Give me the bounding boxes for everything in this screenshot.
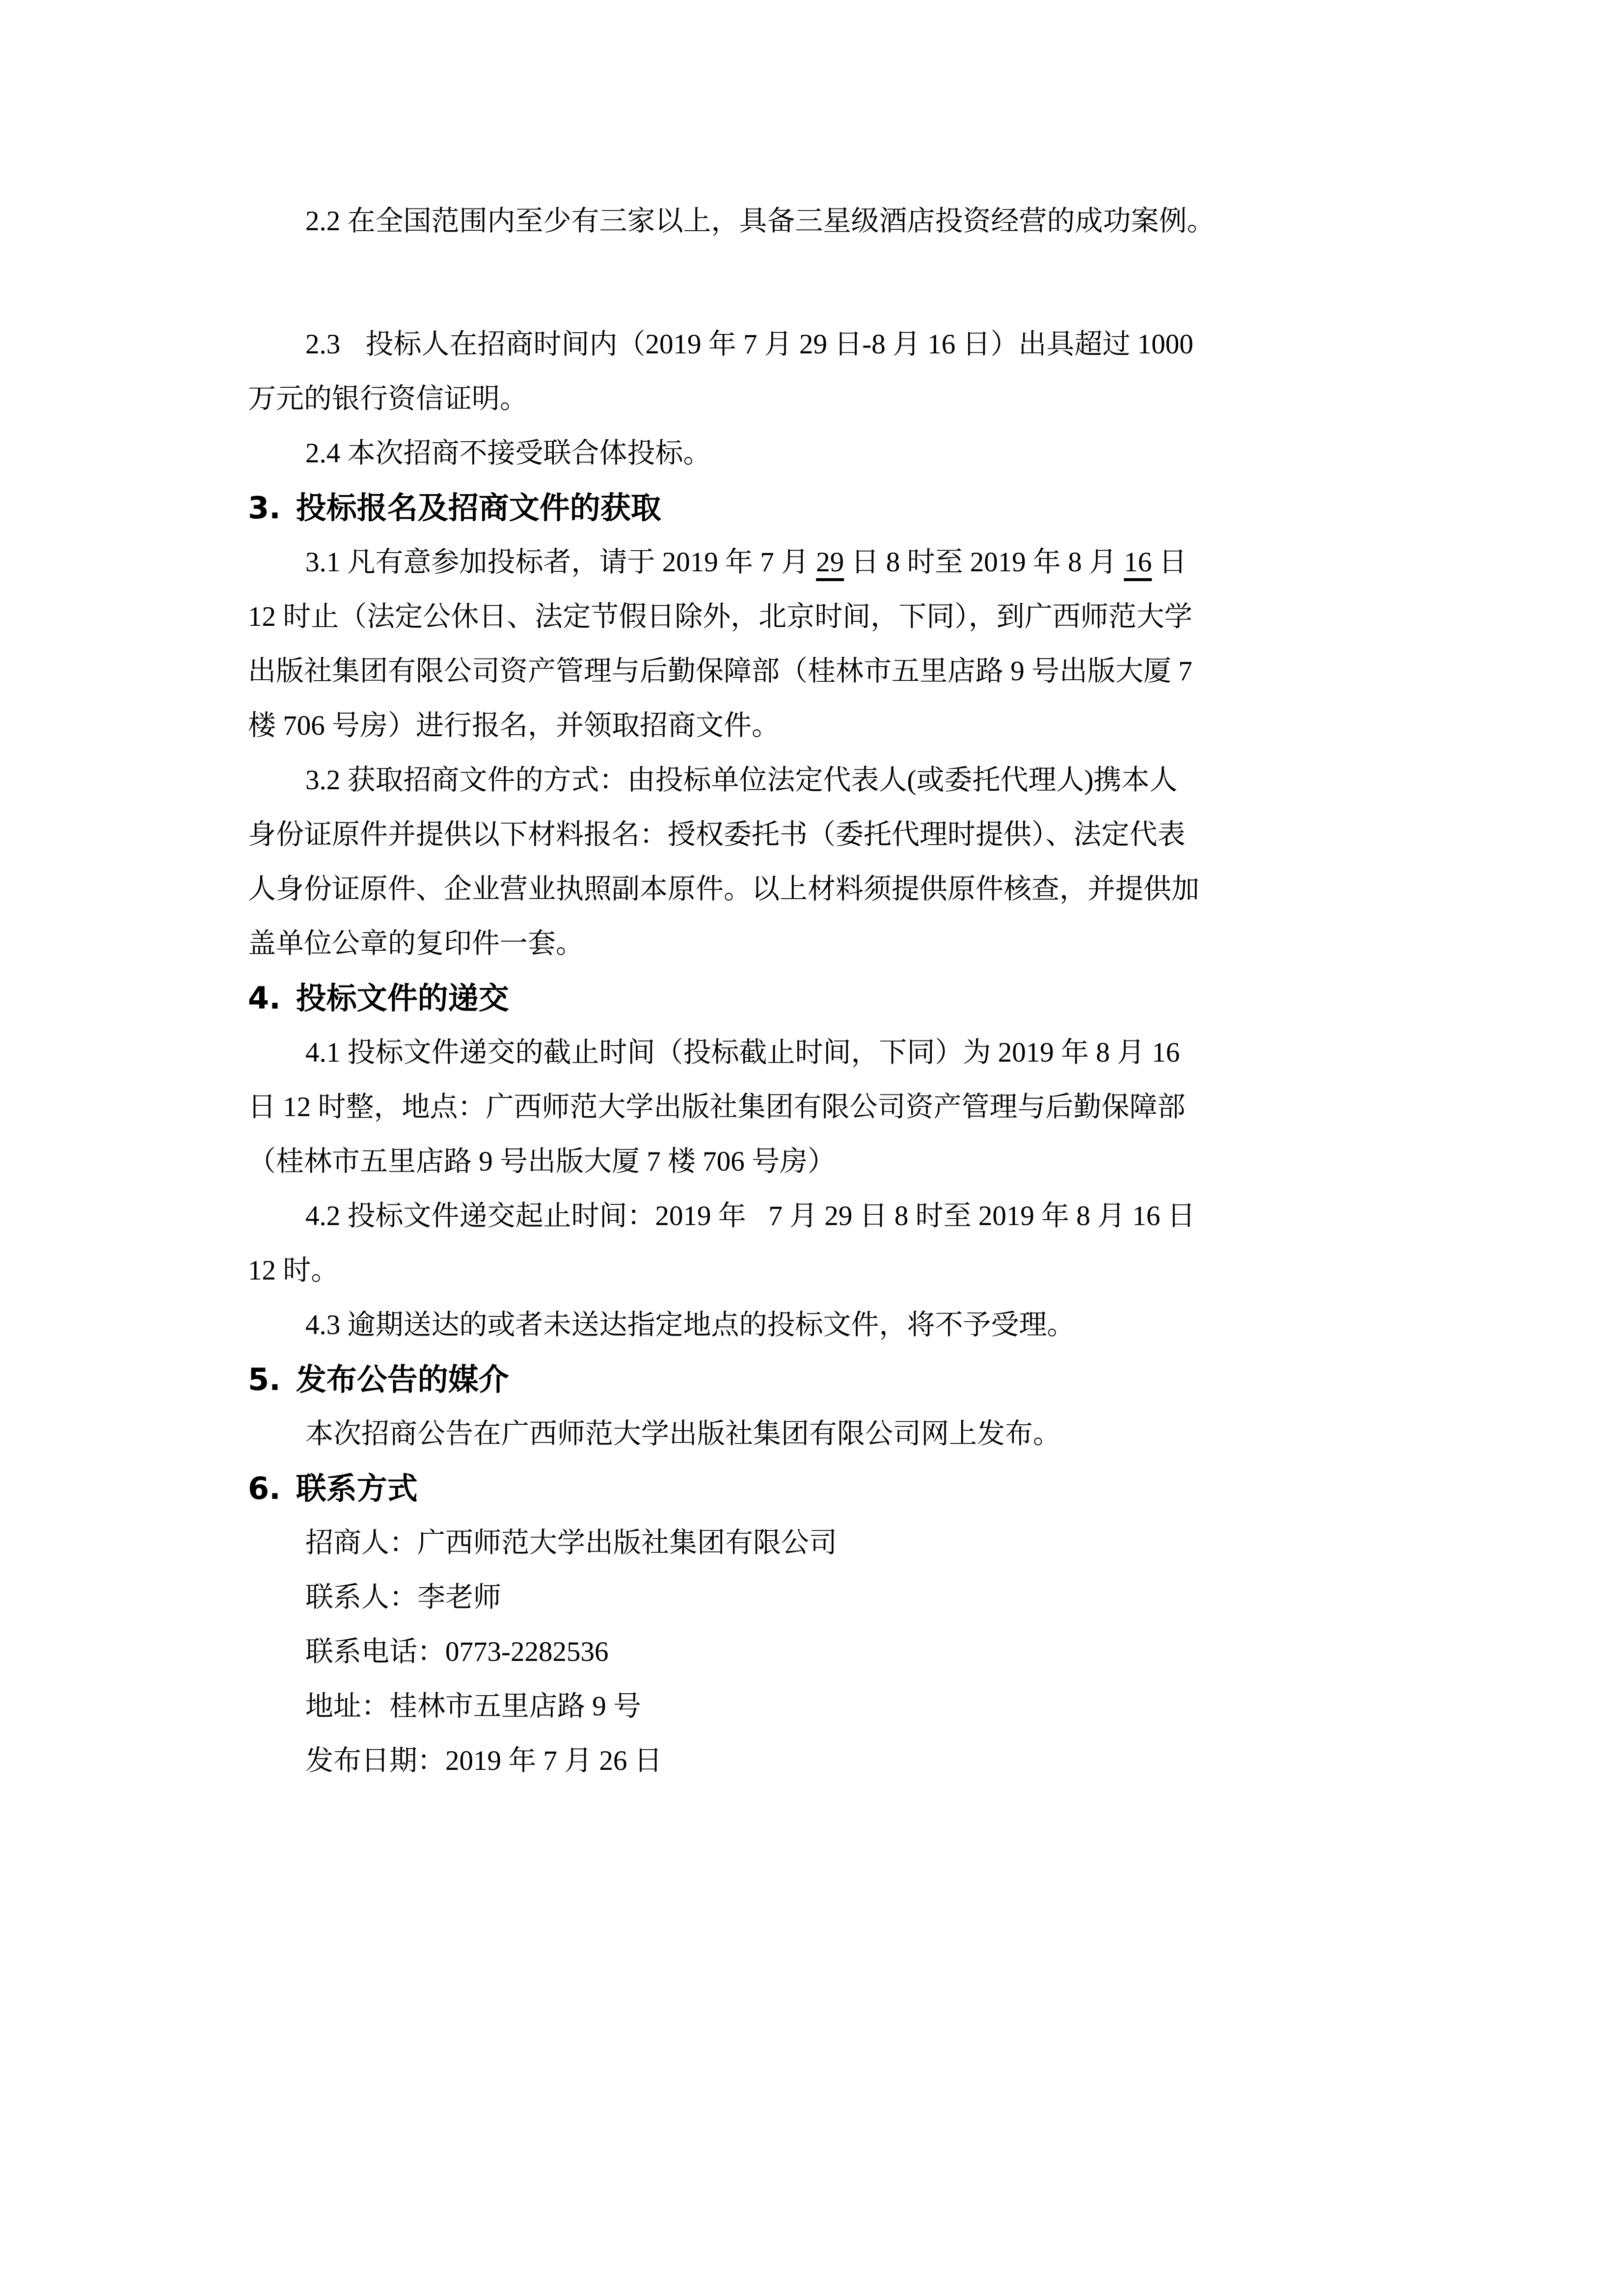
text-run: 投标人在招商时间内（2019 年 7 月 29 日-8 月 16 日）出具超过 1000 <box>365 329 1193 360</box>
text-run: 身份证原件并提供以下材料报名：授权委托书（委托代理时提供）、法定代表 <box>248 819 1186 850</box>
text-run: 发布日期：2019 年 7 月 26 日 <box>305 1745 662 1776</box>
text-run: 万元的银行资信证明。 <box>248 383 528 414</box>
text-line <box>248 644 1393 698</box>
text-run: 招商人：广西师范大学出版社集团有限公司 <box>305 1527 837 1558</box>
text-line <box>248 753 1393 807</box>
underlined-date: 16 <box>1124 547 1152 578</box>
text-run: 6. <box>248 1470 281 1506</box>
text-run: 12 时。 <box>248 1255 339 1286</box>
text-run: 4. <box>248 980 281 1016</box>
text-run: 联系方式 <box>296 1470 418 1506</box>
text-line <box>248 698 1393 753</box>
text-line <box>248 1734 1393 1788</box>
text-run: 投标文件的递交 <box>296 980 509 1016</box>
text-run: 4.2 投标文件递交起止时间：2019 年 <box>305 1201 746 1231</box>
text-line <box>248 862 1393 916</box>
text-run: 7 月 29 日 8 时至 2019 年 8 月 16 日 <box>768 1201 1195 1231</box>
text-run: 出版社集团有限公司资产管理与后勤保障部（桂林市五里店路 9 号出版大厦 7 <box>248 656 1192 687</box>
text-run: 日 8 时至 2019 年 8 月 <box>844 547 1124 578</box>
underlined-date: 29 <box>816 547 844 578</box>
text-run: （桂林市五里店路 9 号出版大厦 7 楼 706 号房） <box>248 1146 836 1177</box>
text-run: 本次招商公告在广西师范大学出版社集团有限公司网上发布。 <box>305 1418 1061 1449</box>
document-body <box>248 194 1393 1788</box>
text-run: 12 时止（法定公休日、法定节假日除外，北京时间，下同），到广西师范大学 <box>248 601 1192 632</box>
text-run: 3.1 凡有意参加投标者，请于 2019 年 7 月 <box>305 547 816 578</box>
text-run: 日 12 时整，地点：广西师范大学出版社集团有限公司资产管理与后勤保障部 <box>248 1092 1186 1122</box>
section-heading <box>248 1352 1393 1407</box>
text-run: 2.4 本次招商不接受联合体投标。 <box>305 438 711 469</box>
text-run: 4.3 逾期送达的或者未送达指定地点的投标文件，将不予受理。 <box>305 1309 1075 1340</box>
text-run: 楼 706 号房）进行报名，并领取招商文件。 <box>248 710 780 741</box>
text-run: 人身份证原件、企业营业执照副本原件。以上材料须提供原件核查，并提供加 <box>248 874 1199 905</box>
text-line <box>248 1679 1393 1734</box>
text-run: 地址：桂林市五里店路 9 号 <box>305 1691 641 1722</box>
text-run: 5. <box>248 1362 281 1397</box>
text-line <box>248 1025 1393 1080</box>
text-line <box>248 1080 1393 1134</box>
text-line <box>248 1516 1393 1570</box>
section-heading <box>248 971 1393 1025</box>
text-line <box>248 1298 1393 1352</box>
text-run: 联系电话：0773-2282536 <box>305 1636 609 1667</box>
text-run: 投标报名及招商文件的获取 <box>296 490 661 526</box>
text-run: 4.1 投标文件递交的截止时间（投标截止时间，下同）为 2019 年 8 月 16 <box>305 1037 1180 1068</box>
text-line <box>248 1243 1393 1298</box>
section-heading <box>248 1461 1393 1516</box>
text-line <box>248 426 1393 481</box>
blank-line <box>248 248 1393 317</box>
text-line <box>248 589 1393 644</box>
text-line <box>248 317 1393 372</box>
text-line <box>248 1570 1393 1625</box>
text-run: 日 <box>1152 547 1187 578</box>
text-run: 发布公告的媒介 <box>296 1362 509 1397</box>
text-run: 3.2 获取招商文件的方式：由投标单位法定代表人(或委托代理人)携本人 <box>305 765 1178 796</box>
text-line <box>248 194 1393 248</box>
text-run: 2.2 在全国范围内至少有三家以上，具备三星级酒店投资经营的成功案例。 <box>305 206 1215 237</box>
text-run: 盖单位公章的复印件一套。 <box>248 928 584 959</box>
section-heading <box>248 481 1393 535</box>
text-line <box>248 1189 1393 1243</box>
text-line <box>248 1407 1393 1461</box>
text-run: 2.3 <box>305 329 341 360</box>
text-run: 3. <box>248 490 281 526</box>
text-line <box>248 916 1393 971</box>
text-line <box>248 1134 1393 1189</box>
text-line <box>248 807 1393 862</box>
text-line <box>248 1625 1393 1679</box>
text-line <box>248 372 1393 426</box>
text-line <box>248 535 1393 589</box>
text-run: 联系人：李老师 <box>305 1582 501 1613</box>
